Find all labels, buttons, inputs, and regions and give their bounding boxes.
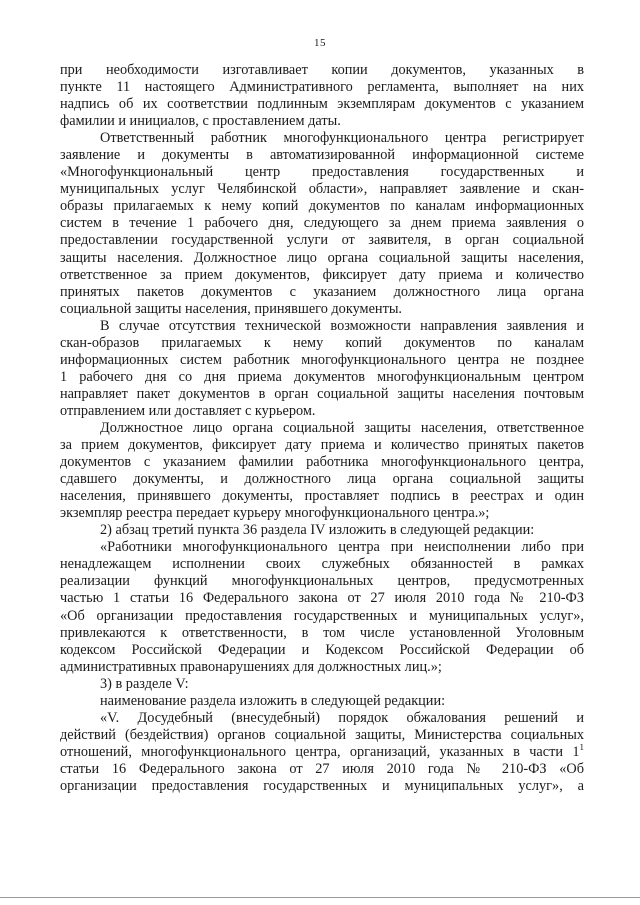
text-line: 3) в разделе V:: [100, 675, 189, 692]
page-number: 15: [314, 37, 326, 49]
text-line: «Об организации предоставления государственных и муниципальных услуг»,: [60, 607, 584, 624]
text-line: Ответственный работник многофункционального центра регистрирует: [100, 130, 584, 147]
text-line: при необходимости изготавливает копии документов, указанных в: [60, 62, 584, 78]
text-line: «Многофункциональный центр предоставления государственных и: [60, 164, 584, 181]
text-line: направляет пакет документов в орган социальной защиты населения почтовым: [60, 385, 584, 402]
text-line: привлекаются к ответственности, в том числе установленной Уголовным: [60, 624, 584, 641]
text-line: Должностное лицо органа социальной защиты населения, ответственное: [100, 419, 584, 436]
text-line: надпись об их соответствии подлинным экземплярам документов с указанием: [60, 96, 584, 113]
text-line: социальной защиты населения, принявшего документы.: [60, 300, 403, 317]
text-line: населения, принявшего документы, проставляет подпись в реестрах и один: [60, 488, 584, 505]
text-line: предоставлении государственной услуги от заявителя, в орган социальной: [60, 232, 584, 249]
text-line: В случае отсутствия технической возможности направления заявления и: [100, 317, 584, 334]
text-line: частью 1 статьи 16 Федерального закона от 27 июля 2010 года № 210-ФЗ: [60, 590, 584, 607]
text-line: организации предоставления государственных и муниципальных услуг», а: [60, 777, 584, 794]
text-line: действий (бездействия) органов социальной защиты, Министерства социальных: [60, 726, 584, 743]
text-line: статьи 16 Федерального закона от 27 июля 2010 года № 210-ФЗ «Об: [60, 760, 584, 777]
text-line: кодексом Российской Федерации и Кодексом Российской Федерации об: [60, 641, 584, 658]
text-line: скан-образов прилагаемых к нему копий документов по каналам: [60, 334, 584, 351]
text-line: информационных систем работник многофункционального центра не позднее: [60, 351, 584, 368]
paragraph: [60, 420, 584, 522]
text-line: ненадлежащем исполнении своих служебных обязанностей в рамках: [60, 556, 584, 573]
text-line: 2) абзац третий пункта 36 раздела IV изложить в следующей редакции:: [100, 522, 535, 539]
page-bottom-edge: [0, 897, 640, 898]
paragraph: [60, 522, 584, 539]
paragraph: [60, 62, 584, 130]
text-line: за прием документов, фиксирует дату приема и количество принятых пакетов: [60, 437, 584, 454]
text-line: сдавшего документы, и должностного лица органа социальной защиты: [60, 471, 584, 488]
text-line: «Работники многофункционального центра при неисполнении либо при: [100, 539, 584, 556]
text-line: наименование раздела изложить в следующей редакции:: [100, 692, 446, 709]
text-line: ответственное за прием документов, фиксирует дату приема и количество: [60, 266, 584, 283]
paragraph: [60, 130, 584, 318]
text-line: отправлением или доставляет с курьером.: [60, 402, 316, 419]
text-line: документов с указанием фамилии работника многофункционального центра,: [60, 454, 584, 471]
text-line: реализации функций многофункциональных центров, предусмотренных: [60, 573, 584, 590]
text-line: защиты населения. Должностное лицо органа социальной защиты населения,: [60, 249, 584, 266]
text-line: принятых пакетов документов с указанием должностного лица органа: [60, 283, 584, 300]
text-line-with-superscript: [60, 744, 584, 761]
paragraph: [60, 539, 584, 675]
text-line: заявление и документы в автоматизированной информационной системе: [60, 147, 584, 164]
text-line-main: отношений, многофункционального центра, организаций, указанных в части 1: [60, 743, 580, 760]
text-line: административных правонарушениях для должностных лиц.»;: [60, 658, 442, 675]
text-line: фамилии и инициалов, с проставлением даты.: [60, 113, 341, 130]
text-line: экземпляр реестра передает курьеру многофункционального центра.»;: [60, 505, 490, 522]
text-line: пункте 11 настоящего Административного регламента, выполняет на них: [60, 79, 584, 96]
text-line: «V. Досудебный (внесудебный) порядок обжалования решений и: [100, 709, 584, 726]
document-body: [60, 62, 584, 795]
paragraph: [60, 693, 584, 710]
text-line: образы прилагаемых к нему копий документов по каналам информационных: [60, 198, 584, 215]
text-line: систем в течение 1 рабочего дня, следующего за днем приема заявления о: [60, 215, 584, 232]
paragraph: [60, 676, 584, 693]
paragraph: [60, 318, 584, 420]
text-line: муниципальных услуг Челябинской области», направляет заявление и скан-: [60, 181, 584, 198]
paragraph: [60, 710, 584, 795]
text-line: 1 рабочего дня со дня приема документов многофункциональным центром: [60, 368, 584, 385]
superscript: 1: [579, 743, 584, 753]
